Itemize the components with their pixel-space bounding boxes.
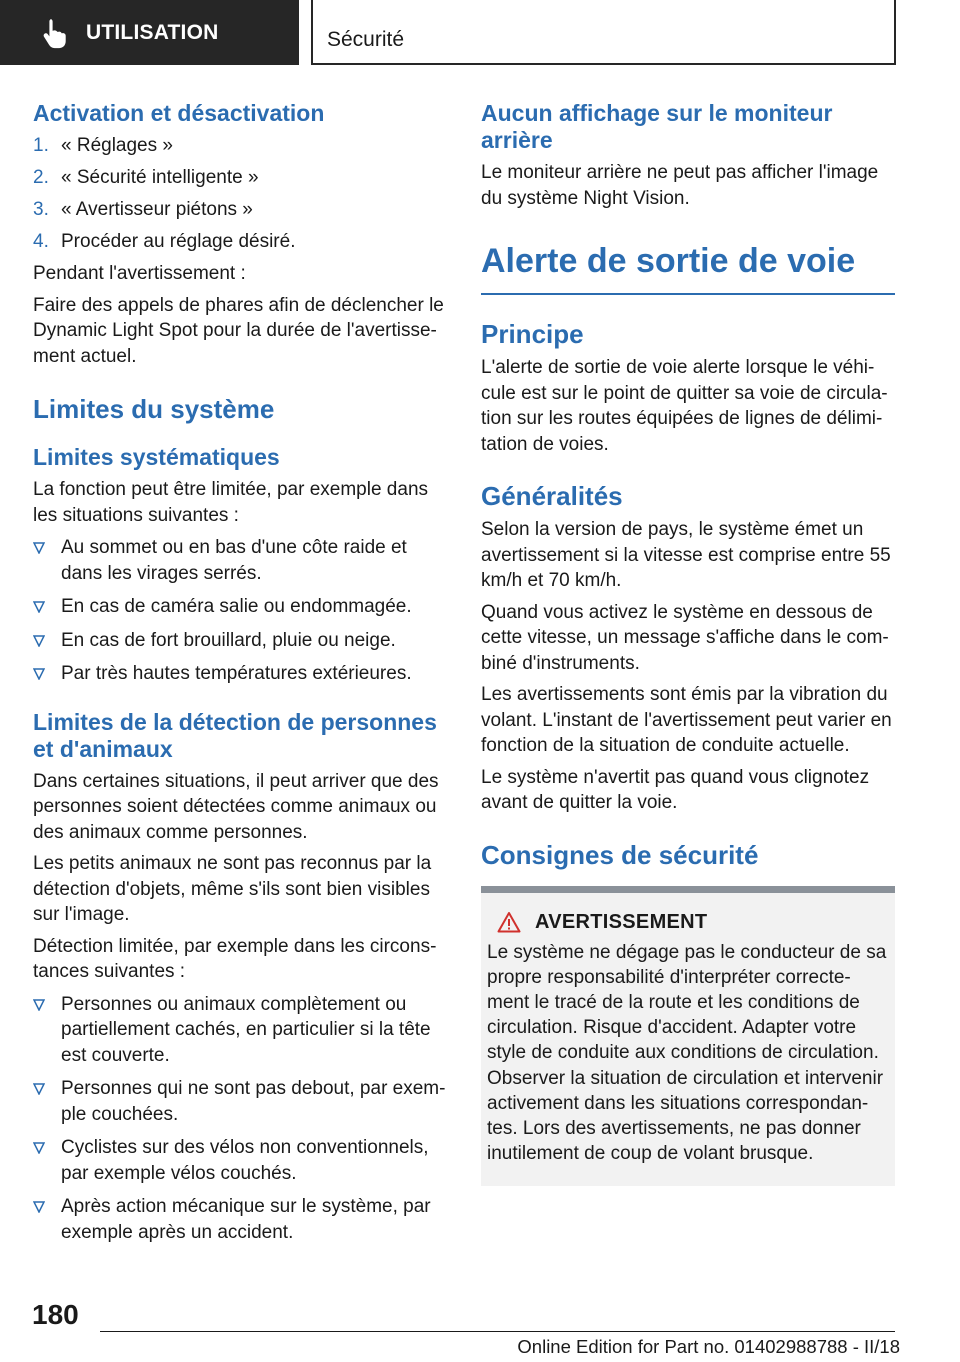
list-item: [33, 197, 448, 223]
chapter-label: Sécurité: [327, 28, 405, 51]
heading-consignes: Consignes de sécurité: [481, 839, 759, 870]
list-item: [33, 992, 448, 1069]
step-number: 1.: [33, 135, 49, 156]
triangle-bullet-icon: [33, 668, 45, 680]
bullet-text: En cas de fort brouillard, pluie ou neige.: [61, 629, 396, 651]
heading-principe: Principe: [481, 319, 584, 349]
triangle-bullet-icon: [33, 635, 45, 647]
list-item: [33, 1076, 448, 1127]
step-text: « Sécurité intelligente »: [61, 167, 259, 188]
bullet-text: Au sommet ou en bas d'une côte raide et dans les virages serrés.: [61, 537, 407, 584]
list-item: [33, 229, 448, 255]
bullet-text: Cyclistes sur des vélos non conventionnels, par exemple vélos couchés.: [61, 1137, 429, 1184]
bullet-text: Par très hautes températures extérieures.: [61, 663, 412, 684]
bullet-list: [33, 992, 448, 1246]
left-column: [33, 100, 448, 1253]
paragraph: Le système n'avertit pas quand vous clignotez avant de quitter la voie.: [481, 766, 870, 813]
warning-text: Le système ne dégage pas le conducteur de sa propre responsabilité d'interpréter correcte-ment le tracé de la route et les conditions de circulation. Risque d'accident. Adapter votre style de conduite aux conditions de circulation. Observer la situation de circulation et intervenir activement dans les situations correspondan-tes. Lors des avertissements, ne pas donner inutilement de coup de volant brusque.: [487, 941, 887, 1165]
paragraph: Détection limitée, par exemple dans les circons-tances suivantes :: [33, 935, 437, 982]
section-label: UTILISATION: [86, 20, 219, 44]
paragraph: Pendant l'avertissement :: [33, 263, 246, 284]
bullet-text: Personnes qui ne sont pas debout, par exem-ple couchées.: [61, 1078, 446, 1125]
triangle-bullet-icon: [33, 542, 45, 554]
triangle-bullet-icon: [33, 1142, 45, 1154]
triangle-bullet-icon: [33, 1201, 45, 1213]
right-column: [481, 100, 895, 1186]
warning-title: AVERTISSEMENT: [535, 910, 708, 933]
list-item: [33, 1194, 448, 1245]
list-item: [33, 1135, 448, 1186]
warning-header: [497, 911, 887, 934]
page-number: 180: [32, 1299, 79, 1330]
triangle-bullet-icon: [33, 999, 45, 1011]
chapter-tab: [311, 0, 896, 65]
step-text: Procéder au réglage désiré.: [61, 231, 296, 252]
paragraph: Le moniteur arrière ne peut pas afficher l'image du système Night Vision.: [481, 162, 879, 209]
list-item: [33, 535, 448, 586]
list-item: [33, 661, 448, 687]
step-text: « Avertisseur piétons »: [61, 199, 253, 220]
bullet-text: Après action mécanique sur le système, par exemple après un accident.: [61, 1196, 431, 1243]
warning-triangle-icon: [497, 911, 521, 933]
step-text: « Réglages »: [61, 135, 173, 156]
paragraph: Les avertissements sont émis par la vibration du volant. L'instant de l'avertissement peut varier en fonction de la situation de conduite actuelle.: [481, 684, 892, 756]
paragraph: La fonction peut être limitée, par exemple dans les situations suivantes :: [33, 479, 429, 526]
paragraph: Selon la version de pays, le système émet un avertissement si la vitesse est comprise entre 55 km/h et 70 km/h.: [481, 519, 891, 591]
bullet-list: [33, 535, 448, 687]
heading-activation: Activation et désactivation: [33, 100, 325, 126]
heading-rule: [481, 293, 895, 295]
edition-text: Online Edition for Part no. 01402988788 - II/18: [517, 1336, 900, 1357]
section-tab: [0, 0, 299, 65]
bullet-text: Personnes ou animaux complètement ou partiellement cachés, en particulier si la tête est couverte.: [61, 993, 431, 1066]
step-number: 2.: [33, 167, 49, 188]
triangle-bullet-icon: [33, 601, 45, 613]
paragraph: Faire des appels de phares afin de déclencher le Dynamic Light Spot pour la durée de l'avertisse-ment actuel.: [33, 294, 444, 367]
paragraph: Les petits animaux ne sont pas reconnus par la détection d'objets, même s'ils sont bien visibles sur l'image.: [33, 853, 432, 925]
step-number: 3.: [33, 199, 49, 220]
warning-box: [481, 886, 895, 1187]
list-item: [33, 594, 448, 620]
list-item: [33, 133, 448, 159]
heading-detection: Limites de la détection de personnes et d'animaux: [33, 708, 437, 762]
heading-alerte-sortie-voie: Alerte de sortie de voie: [481, 242, 856, 280]
footer-rule: [100, 1331, 895, 1332]
heading-limites: Limites du système: [33, 394, 275, 424]
heading-generalites: Généralités: [481, 481, 623, 511]
step-number: 4.: [33, 231, 49, 252]
steps-list: [33, 133, 448, 255]
list-item: [33, 628, 448, 654]
paragraph: Dans certaines situations, il peut arriver que des personnes soient détectées comme animaux ou des animaux comme personnes.: [33, 770, 439, 843]
paragraph: L'alerte de sortie de voie alerte lorsque le véhi-cule est sur le point de quitter sa voie de circula-tion sur les routes équipées de lignes de délimi-tation de voies.: [481, 357, 888, 455]
paragraph: Quand vous activez le système en dessous de cette vitesse, un message s'affiche dans le com-biné d'instruments.: [481, 601, 889, 674]
triangle-bullet-icon: [33, 1083, 45, 1095]
list-item: [33, 165, 448, 191]
hand-pointer-icon: [38, 16, 72, 50]
bullet-text: En cas de caméra salie ou endommagée.: [61, 596, 412, 617]
heading-aucun-affichage: Aucun affichage sur le moniteur arrière: [481, 100, 833, 153]
heading-systematiques: Limites systématiques: [33, 444, 280, 470]
